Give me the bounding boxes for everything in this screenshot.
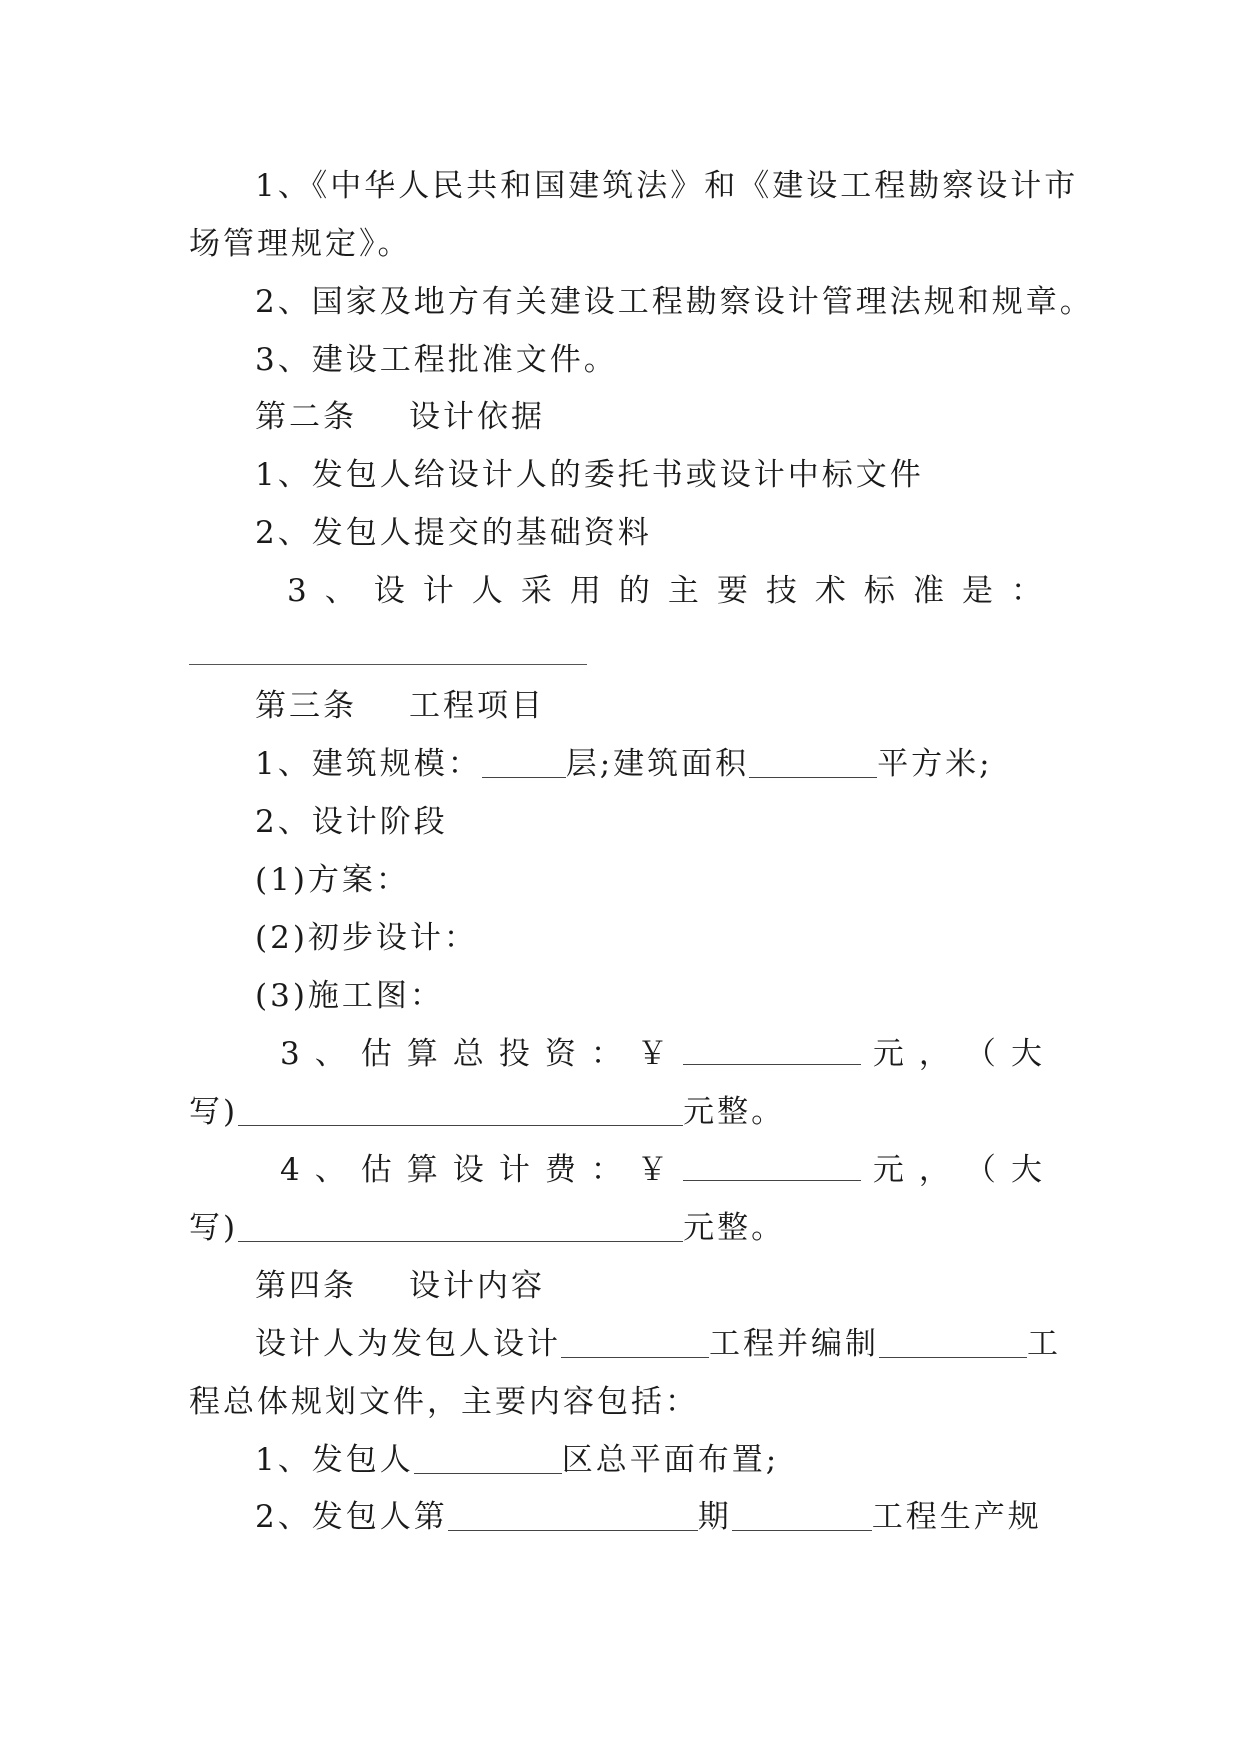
text-line-stage-construction: (3)施工图： [255,978,444,1014]
text-line-legal-basis-3: 3、建设工程批准文件。 [255,342,618,378]
text-line-estimated-design-fee [280,1150,1045,1190]
blank-zone-name [414,1443,562,1474]
char: 费 [544,1152,579,1188]
char: 人 [471,573,506,609]
label: 工程生产规 [871,1499,1042,1535]
text-line-building-scale [255,744,993,784]
char: 用 [569,573,604,609]
text-line-stage-scheme: (1)方案： [255,862,410,898]
char: 技 [765,573,800,609]
text-line-design-stage: 2、设计阶段 [255,804,448,840]
blank-floors [482,747,566,778]
article-title: 设计内容 [409,1268,545,1304]
char: 设 [452,1152,487,1188]
char: 算 [406,1152,441,1188]
char: 4 [280,1152,303,1188]
char: ： [590,1152,625,1188]
article-2-heading [255,397,545,437]
char: 大 [1010,1152,1045,1188]
article-number: 第三条 [255,688,357,724]
text-line-design-basis-3 [287,571,1045,611]
char: 、 [314,1036,349,1072]
char: 总 [452,1036,487,1072]
text-line-estimated-investment [280,1034,1045,1074]
text-line-design-basis-2: 2、发包人提交的基础资料 [255,515,652,551]
label: 区总平面布置; [561,1442,780,1478]
blank-area [749,747,877,778]
text-line-content-item-1 [255,1440,779,1480]
char: 、 [324,573,359,609]
blank-phase-project [732,1500,872,1531]
char: 大 [1010,1036,1045,1072]
char: 元 [872,1152,907,1188]
char: 准 [912,573,947,609]
blank-investment-uppercase [238,1095,683,1126]
blank-line-standards [189,664,587,665]
label: 写) [189,1094,239,1130]
article-number: 第二条 [255,399,357,435]
char: ： [590,1036,625,1072]
char: 资 [544,1036,579,1072]
blank-phase-number [448,1500,698,1531]
label: 1、建筑规模： [255,746,482,782]
char: 主 [667,573,702,609]
char: 采 [520,573,555,609]
text-line-design-fee-uppercase [189,1208,785,1248]
char: ： [1010,573,1045,609]
char: 投 [498,1036,533,1072]
char: 计 [498,1152,533,1188]
label: 2、发包人第 [255,1499,448,1535]
label: 工程并编制 [709,1326,879,1362]
char: 元 [872,1036,907,1072]
blank-design-fee-amount [683,1150,861,1181]
char: （ [964,1036,999,1072]
article-3-heading [255,686,545,726]
char: ， [918,1152,953,1188]
char: 设 [373,573,408,609]
char: （ [964,1152,999,1188]
article-number: 第四条 [255,1268,357,1304]
text-line-stage-preliminary: (2)初步设计： [255,920,478,956]
text-line-legal-basis-1-cont: 场管理规定》。 [189,226,412,262]
char: 术 [814,573,849,609]
char: 的 [618,573,653,609]
article-title: 工程项目 [409,688,545,724]
article-4-heading [255,1266,545,1306]
char: ￥ [636,1036,671,1072]
text-line-design-basis-1: 1、发包人给设计人的委托书或设计中标文件 [255,457,924,493]
text-line-legal-basis-1: 1、《中华人民共和国建筑法》和《建设工程勘察设计市 [255,168,1079,204]
blank-investment-amount [683,1034,861,1065]
char: 计 [422,573,457,609]
char: 算 [406,1036,441,1072]
label: 1、发包人 [255,1442,414,1478]
label: 平方米; [877,746,993,782]
blank-plan-name [879,1327,1027,1358]
char: 3 [287,573,310,609]
label: 元整。 [683,1094,786,1130]
label: 工 [1027,1326,1061,1362]
text-line-investment-uppercase [189,1092,785,1132]
text-line-content-item-2 [255,1497,1042,1537]
char: 要 [716,573,751,609]
char: 3 [280,1036,303,1072]
text-line-design-content [255,1324,1061,1364]
blank-project-name [561,1327,709,1358]
blank-design-fee-uppercase [238,1211,683,1242]
char: 、 [314,1152,349,1188]
label: 期 [697,1499,732,1535]
char: ， [918,1036,953,1072]
label: 设计人为发包人设计 [255,1326,561,1362]
char: 估 [360,1152,395,1188]
text-line-legal-basis-2: 2、国家及地方有关建设工程勘察设计管理法规和规章。 [255,284,1094,320]
label: 写) [189,1210,239,1246]
char: 估 [360,1036,395,1072]
text-line-design-content-cont: 程总体规划文件，主要内容包括： [189,1384,699,1420]
article-title: 设计依据 [409,399,545,435]
char: 标 [863,573,898,609]
label: 层;建筑面积 [565,746,750,782]
label: 元整。 [683,1210,786,1246]
char: ￥ [636,1152,671,1188]
char: 是 [961,573,996,609]
